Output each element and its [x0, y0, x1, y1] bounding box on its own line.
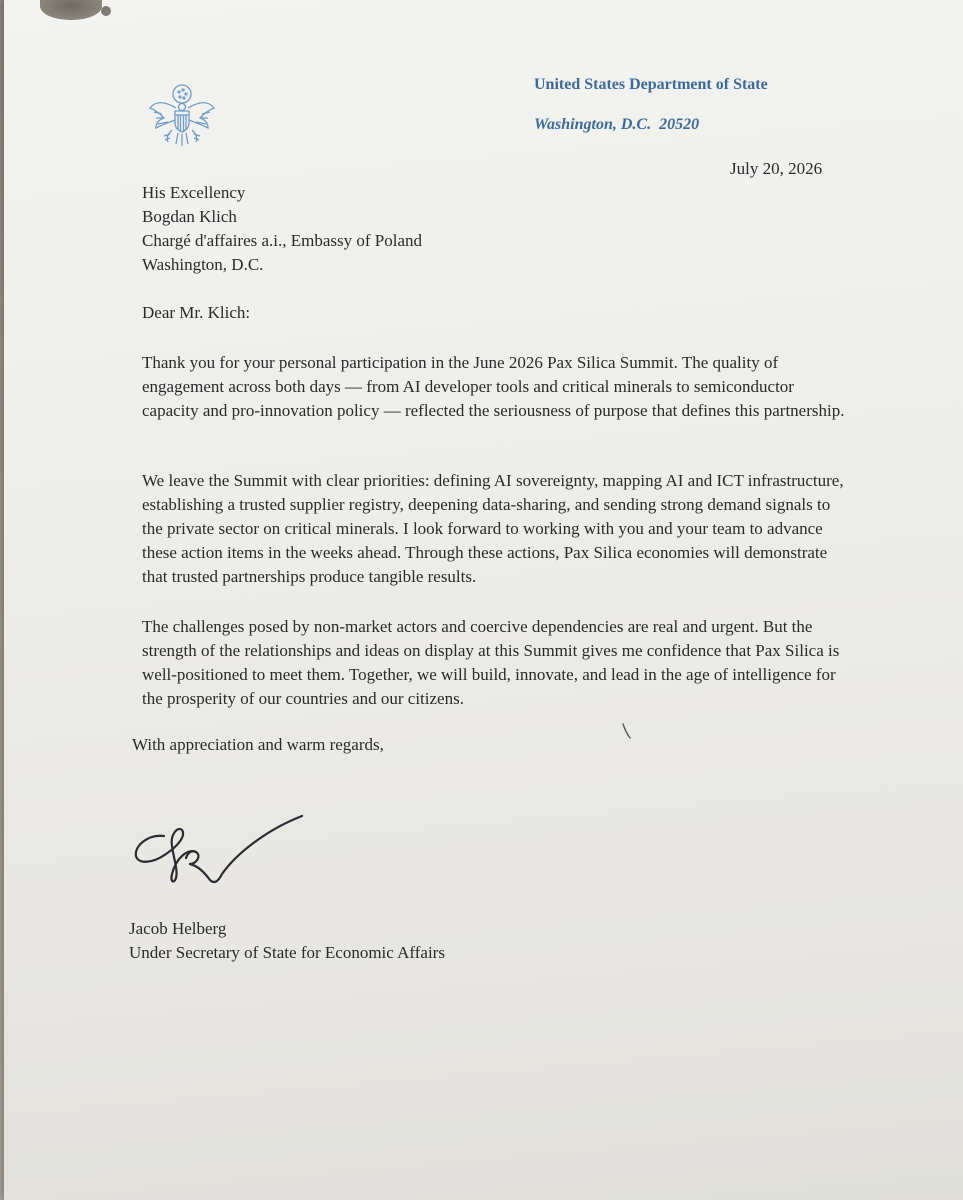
- paragraph: Thank you for your personal participation in the June 2026 Pax Silica Summit. The quality of engagement across both days — from AI developer tools and critical minerals to semiconductor capacity and pro-innovation policy — reflected the seriousness of purpose that defines this partnership.: [142, 353, 845, 420]
- letter-date: July 20, 2026: [730, 159, 823, 178]
- letterhead-city: Washington, D.C. 20520: [534, 116, 700, 133]
- signer-block: [129, 917, 445, 965]
- great-seal-eagle-icon: [142, 78, 222, 158]
- punch-hole: [40, 0, 102, 20]
- recipient-line: Washington, D.C.: [142, 255, 264, 274]
- recipient-line: Bogdan Klich: [142, 207, 237, 226]
- recipient-line: Chargé d'affaires a.i., Embassy of Poland: [142, 231, 423, 250]
- handwritten-signature: [126, 808, 326, 898]
- paragraph: We leave the Summit with clear priorities: defining AI sovereignty, mapping AI and ICT infrastructure, establishing a trusted supplier registry, deepening data-sharing, and sending strong demand signals to the private sector on critical minerals. I look forward to working with you and your team to advance these action items in the weeks ahead. Through these actions, Pax Silica economies will demonstrate that trusted partnerships produce tangible results.: [142, 471, 844, 586]
- punch-hole-small: [101, 6, 111, 16]
- letterhead-department: United States Department of State: [534, 76, 768, 93]
- recipient-address: [142, 181, 422, 277]
- letter-sheet: [4, 0, 963, 1200]
- signer-title: Under Secretary of State for Economic Affairs: [129, 943, 445, 962]
- signer-name: Jacob Helberg: [129, 919, 227, 938]
- closing: With appreciation and warm regards,: [132, 735, 384, 754]
- paragraph: The challenges posed by non-market actors and coercive dependencies are real and urgent. But the strength of the relationships and ideas on display at this Summit gives me confidence that Pax Silica is well-positioned to meet them. Together, we will build, innovate, and lead in the age of intelligence for the prosperity of our countries and our citizens.: [142, 617, 840, 708]
- stray-ink-mark: [621, 722, 633, 740]
- recipient-line: His Excellency: [142, 183, 246, 202]
- salutation: Dear Mr. Klich:: [142, 303, 251, 322]
